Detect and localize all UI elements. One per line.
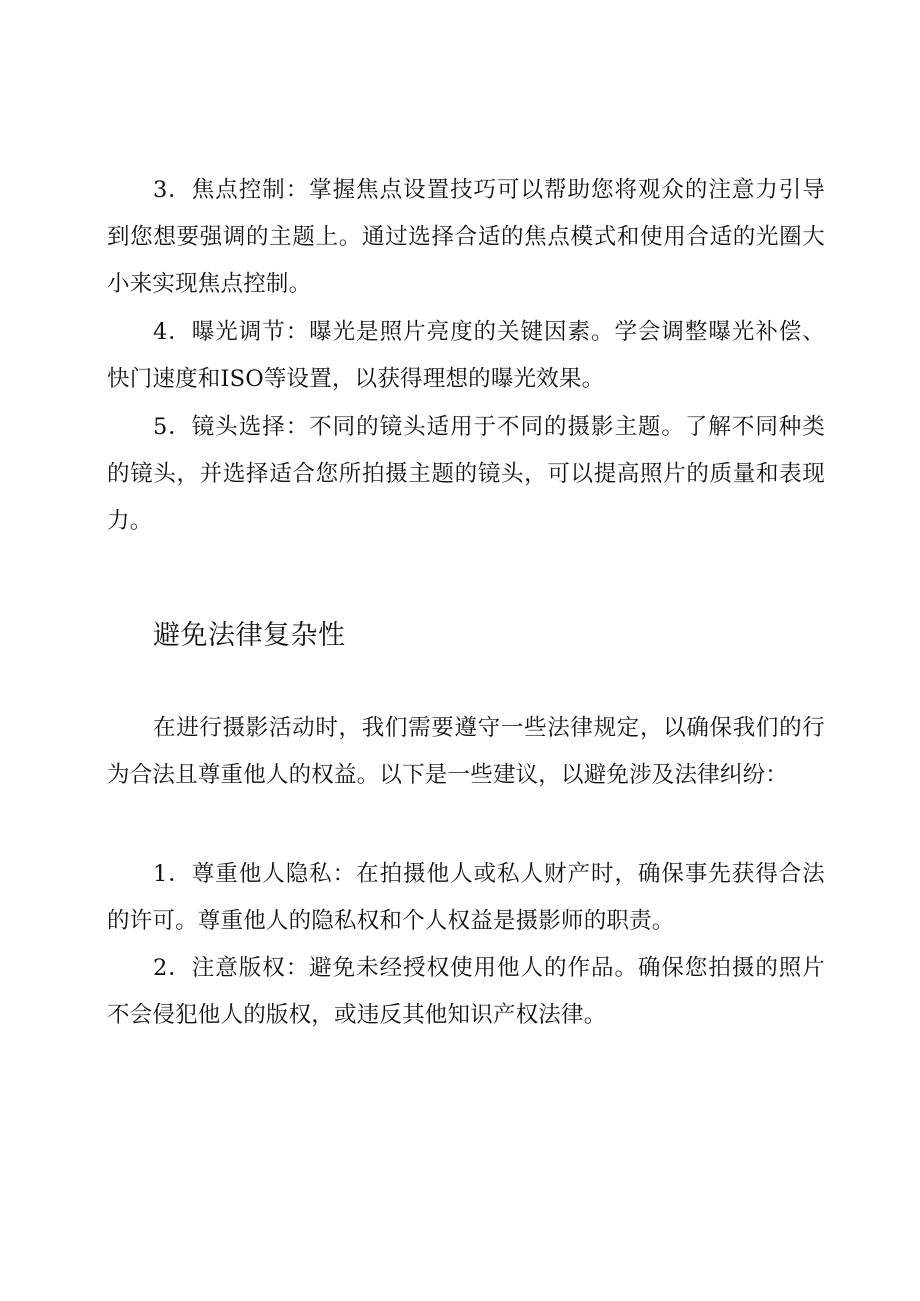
section-heading: 避免法律复杂性 [153,620,346,651]
list-item-lens-selection: 5．镜头选择：不同的镜头适用于不同的摄影主题。了解不同种类的镜头，并选择适合您所拍摄主题的镜头，可以提高照片的质量和表现力。 [107,414,825,534]
list-item-copyright: 2．注意版权：避免未经授权使用他人的作品。确保您拍摄的照片不会侵犯他人的版权，或违反其他知识产权法律。 [107,955,825,1028]
section-intro: 在进行摄影活动时，我们需要遵守一些法律规定，以确保我们的行为合法且尊重他人的权益。以下是一些建议，以避免涉及法律纠纷： [107,715,825,788]
list-item-privacy: 1．尊重他人隐私：在拍摄他人或私人财产时，确保事先获得合法的许可。尊重他人的隐私权和个人权益是摄影师的职责。 [107,861,825,934]
list-item-focus-control: 3．焦点控制：掌握焦点设置技巧可以帮助您将观众的注意力引导到您想要强调的主题上。通过选择合适的焦点模式和使用合适的光圈大小来实现焦点控制。 [107,177,825,297]
list-item-exposure: 4．曝光调节：曝光是照片亮度的关键因素。学会调整曝光补偿、快门速度和ISO等设置，以获得理想的曝光效果。 [107,319,825,392]
